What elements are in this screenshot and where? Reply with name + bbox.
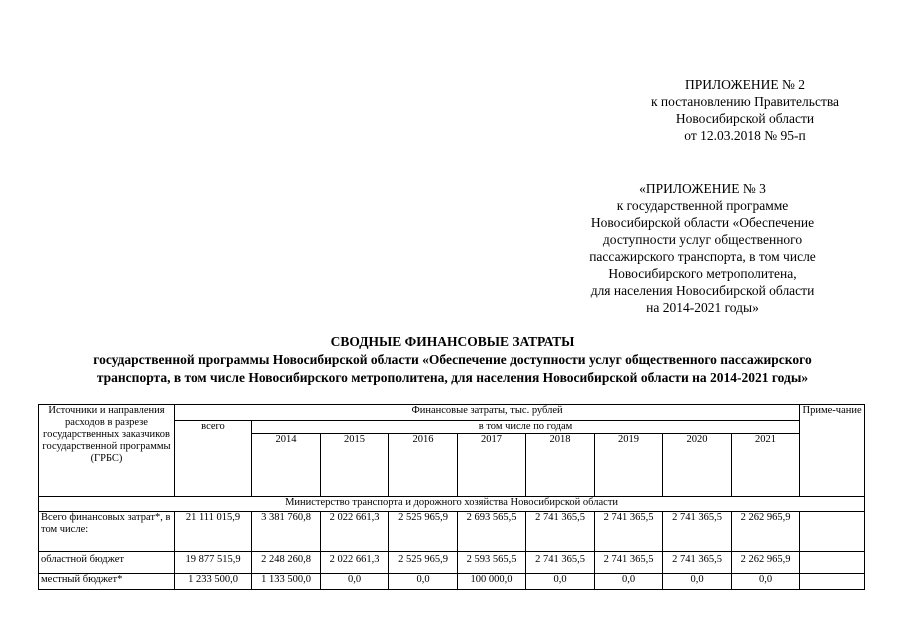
- document-title: СВОДНЫЕ ФИНАНСОВЫЕ ЗАТРАТЫ: [330, 334, 575, 349]
- row-value: 0,0: [526, 574, 595, 590]
- header-note: Приме-чание: [800, 405, 865, 497]
- header-year: 2020: [663, 434, 732, 497]
- header-year: 2016: [389, 434, 458, 497]
- row-total: 1 233 500,0: [175, 574, 252, 590]
- table-row: [39, 574, 865, 590]
- financial-costs-table: [38, 404, 865, 590]
- row-value: 2 741 365,5: [663, 552, 732, 574]
- row-value: 0,0: [732, 574, 800, 590]
- document-subtitle-line-1: государственной программы Новосибирской области «Обеспечение доступности услуг общественного пассажирского: [93, 352, 812, 367]
- row-total: 21 111 015,9: [175, 512, 252, 552]
- row-value: 2 593 565,5: [458, 552, 526, 574]
- row-value: 2 525 965,9: [389, 552, 458, 574]
- row-value: 0,0: [321, 574, 389, 590]
- row-label: областной бюджет: [39, 552, 175, 574]
- table-row: [39, 552, 865, 574]
- row-value: 0,0: [595, 574, 663, 590]
- appendix-3-line: пассажирского транспорта, в том числе: [589, 249, 816, 264]
- row-value: 2 248 260,8: [252, 552, 321, 574]
- header-row-1: [39, 405, 865, 421]
- appendix-3-line: к государственной программе: [616, 198, 789, 213]
- row-value: 2 525 965,9: [389, 512, 458, 552]
- row-value: 2 741 365,5: [526, 552, 595, 574]
- document-subtitle-line-2: транспорта, в том числе Новосибирского метрополитена, для населения Новосибирской области на 2014-2021 годы»: [96, 370, 809, 385]
- header-year: 2019: [595, 434, 663, 497]
- header-costs: Финансовые затраты, тыс. рублей: [175, 405, 800, 421]
- appendix-2-line: ПРИЛОЖЕНИЕ № 2: [684, 77, 806, 92]
- header-year: 2017: [458, 434, 526, 497]
- row-value: 0,0: [663, 574, 732, 590]
- row-value: 2 022 661,3: [321, 512, 389, 552]
- row-value: 100 000,0: [458, 574, 526, 590]
- row-value: 2 262 965,9: [732, 512, 800, 552]
- appendix-3-line: «ПРИЛОЖЕНИЕ № 3: [639, 181, 766, 196]
- row-note: [800, 552, 865, 574]
- header-by-years: в том числе по годам: [252, 421, 800, 434]
- header-total: всего: [175, 421, 252, 497]
- row-value: 2 693 565,5: [458, 512, 526, 552]
- appendix-2-line: Новосибирской области: [675, 111, 815, 126]
- appendix-3-line: доступности услуг общественного: [602, 232, 803, 247]
- header-year: 2015: [321, 434, 389, 497]
- row-note: [800, 512, 865, 552]
- row-value: 3 381 760,8: [252, 512, 321, 552]
- row-total: 19 877 515,9: [175, 552, 252, 574]
- row-label: местный бюджет*: [39, 574, 175, 590]
- row-value: 2 741 365,5: [595, 552, 663, 574]
- header-year: 2014: [252, 434, 321, 497]
- row-label: Всего финансовых затрат*, в том числе:: [39, 512, 175, 552]
- row-value: 2 262 965,9: [732, 552, 800, 574]
- appendix-3-line: Новосибирской области «Обеспечение: [590, 215, 815, 230]
- row-value: 1 133 500,0: [252, 574, 321, 590]
- appendix-3-header: [565, 180, 840, 316]
- appendix-2-header: [620, 76, 870, 144]
- appendix-3-line: Новосибирского метрополитена,: [608, 266, 797, 281]
- row-value: 2 741 365,5: [663, 512, 732, 552]
- row-value: 2 741 365,5: [526, 512, 595, 552]
- header-source: Источники и направления расходов в разрезе государственных заказчиков государственной программы (ГРБС): [39, 405, 175, 497]
- ministry-name: Министерство транспорта и дорожного хозяйства Новосибирской области: [39, 497, 865, 512]
- appendix-2-line: от 12.03.2018 № 95-п: [684, 128, 806, 143]
- row-value: 0,0: [389, 574, 458, 590]
- header-year: 2021: [732, 434, 800, 497]
- header-year: 2018: [526, 434, 595, 497]
- row-value: 2 022 661,3: [321, 552, 389, 574]
- row-note: [800, 574, 865, 590]
- appendix-3-line: на 2014-2021 годы»: [646, 300, 759, 315]
- appendix-2-line: к постановлению Правительства: [650, 94, 840, 109]
- appendix-3-line: для населения Новосибирской области: [590, 283, 815, 298]
- row-value: 2 741 365,5: [595, 512, 663, 552]
- table-row: [39, 512, 865, 552]
- ministry-row: [39, 497, 865, 512]
